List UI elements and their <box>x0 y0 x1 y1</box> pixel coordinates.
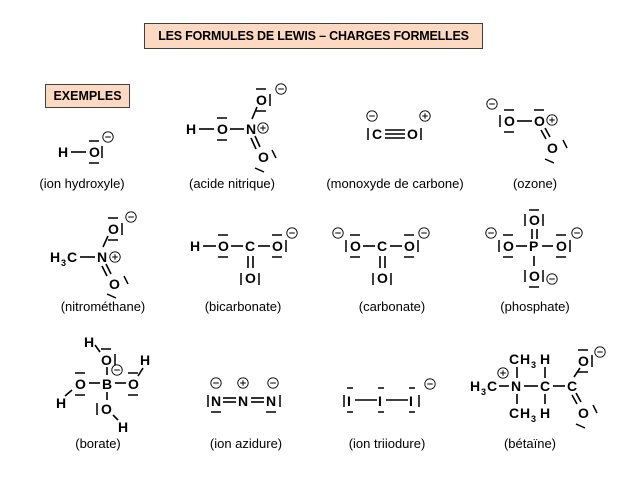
atom-n: N <box>511 378 522 394</box>
caption-carbonate: (carbonate) <box>358 299 426 314</box>
caption-borate: (borate) <box>75 436 121 451</box>
subscript-3: 3 <box>531 414 537 424</box>
atom-i: I <box>409 393 413 409</box>
atom-h: H <box>58 144 69 160</box>
structure-nitrique <box>186 84 286 172</box>
minus-charge-icon <box>126 212 136 222</box>
atom-o: O <box>529 212 540 228</box>
atom-h: H <box>186 121 197 137</box>
structure-nitromethane <box>50 212 136 298</box>
atom-o: O <box>258 149 269 165</box>
atom-n: N <box>266 393 277 409</box>
minus-charge-icon <box>112 365 122 375</box>
atom-h: H <box>118 419 129 435</box>
atom-c: C <box>540 378 551 394</box>
structure-betaine <box>470 347 605 428</box>
caption-ozone: (ozone) <box>512 176 558 191</box>
minus-charge-icon <box>287 228 297 238</box>
atom-n: N <box>97 249 108 265</box>
minus-charge-icon <box>268 378 278 388</box>
atom-o: O <box>377 270 388 286</box>
atom-c: C <box>377 238 388 254</box>
atom-o: O <box>504 113 515 129</box>
atom-o: O <box>556 238 567 254</box>
atom-h: H <box>520 351 531 367</box>
subscript-3: 3 <box>61 258 67 268</box>
page-title: LES FORMULES DE LEWIS – CHARGES FORMELLES <box>144 23 483 49</box>
atom-o: O <box>217 121 228 137</box>
atom-o: O <box>75 376 86 392</box>
atom-o: O <box>218 238 229 254</box>
subscript-3: 3 <box>481 387 487 397</box>
atom-h: H <box>50 249 61 265</box>
atom-h: H <box>540 405 551 421</box>
atom-o: O <box>101 401 112 417</box>
atom-o: O <box>503 238 514 254</box>
minus-charge-icon <box>211 378 221 388</box>
atom-h: H <box>190 238 201 254</box>
minus-charge-icon <box>419 228 429 238</box>
minus-charge-icon <box>487 99 497 109</box>
atom-h: H <box>56 395 67 411</box>
minus-charge-icon <box>595 347 605 357</box>
atom-o: O <box>547 140 558 156</box>
atom-h: H <box>140 352 151 368</box>
atom-i: I <box>347 393 351 409</box>
atom-o: O <box>256 92 267 108</box>
minus-charge-icon <box>103 132 113 142</box>
plus-charge-icon <box>238 378 248 388</box>
atom-c: C <box>245 238 256 254</box>
atom-o: O <box>578 405 589 421</box>
atom-o: O <box>578 353 589 369</box>
minus-charge-icon <box>425 379 435 389</box>
atom-i: I <box>378 393 382 409</box>
minus-charge-icon <box>572 228 582 238</box>
plus-charge-icon <box>498 368 508 378</box>
atom-o: O <box>128 376 139 392</box>
atom-h: H <box>540 351 551 367</box>
structure-hydroxyde <box>58 132 113 163</box>
caption-nitromethane: (nitrométhane) <box>60 299 146 314</box>
plus-charge-icon <box>258 123 268 133</box>
atom-o: O <box>534 113 545 129</box>
atom-n: N <box>211 393 222 409</box>
atom-c: C <box>372 126 383 142</box>
atom-o: O <box>272 238 283 254</box>
atom-o: O <box>529 268 540 284</box>
atom-b: B <box>102 376 113 392</box>
atom-o: O <box>109 276 120 292</box>
atom-h: H <box>470 378 481 394</box>
atom-n: N <box>246 121 257 137</box>
structure-triiodure <box>344 379 435 412</box>
plus-charge-icon <box>420 111 430 121</box>
atom-o: O <box>245 270 256 286</box>
atom-c: C <box>67 249 78 265</box>
atom-n: N <box>238 393 249 409</box>
atom-c: C <box>509 405 520 421</box>
structure-bicarbonate <box>190 228 297 286</box>
plus-charge-icon <box>110 252 120 262</box>
atom-p: P <box>529 238 539 254</box>
minus-charge-icon <box>333 228 343 238</box>
structure-carbonate <box>333 228 429 286</box>
atom-o: O <box>101 352 112 368</box>
atom-c: C <box>487 378 498 394</box>
caption-nitrique: (acide nitrique) <box>189 176 275 191</box>
atom-o: O <box>407 126 418 142</box>
caption-phosphate: (phosphate) <box>500 299 570 314</box>
structure-azidure <box>208 378 280 412</box>
minus-charge-icon <box>276 84 286 94</box>
structure-borate <box>56 334 150 435</box>
caption-bicarbonate: (bicarbonate) <box>204 299 282 314</box>
atom-o: O <box>89 144 100 160</box>
atom-o: O <box>404 238 415 254</box>
atom-h: H <box>84 334 95 350</box>
caption-co: (monoxyde de carbone) <box>326 176 464 191</box>
subscript-3: 3 <box>531 360 537 370</box>
caption-azidure: (ion azidure) <box>209 436 283 451</box>
examples-label: EXEMPLES <box>45 84 130 108</box>
caption-betaine: (bétaïne) <box>503 436 557 451</box>
structure-phosphate <box>486 210 582 287</box>
minus-charge-icon <box>486 228 496 238</box>
caption-hydroxyde: (ion hydroxyle) <box>39 176 125 191</box>
plus-charge-icon <box>547 115 557 125</box>
minus-charge-icon <box>367 111 377 121</box>
atom-h: H <box>520 405 531 421</box>
atom-o: O <box>350 238 361 254</box>
structure-ozone <box>487 99 567 163</box>
caption-triiodure: (ion triiodure) <box>348 436 426 451</box>
structure-co <box>367 111 430 142</box>
minus-charge-icon <box>547 274 557 284</box>
atom-c: C <box>567 378 578 394</box>
atom-c: C <box>509 351 520 367</box>
atom-o: O <box>108 221 119 237</box>
